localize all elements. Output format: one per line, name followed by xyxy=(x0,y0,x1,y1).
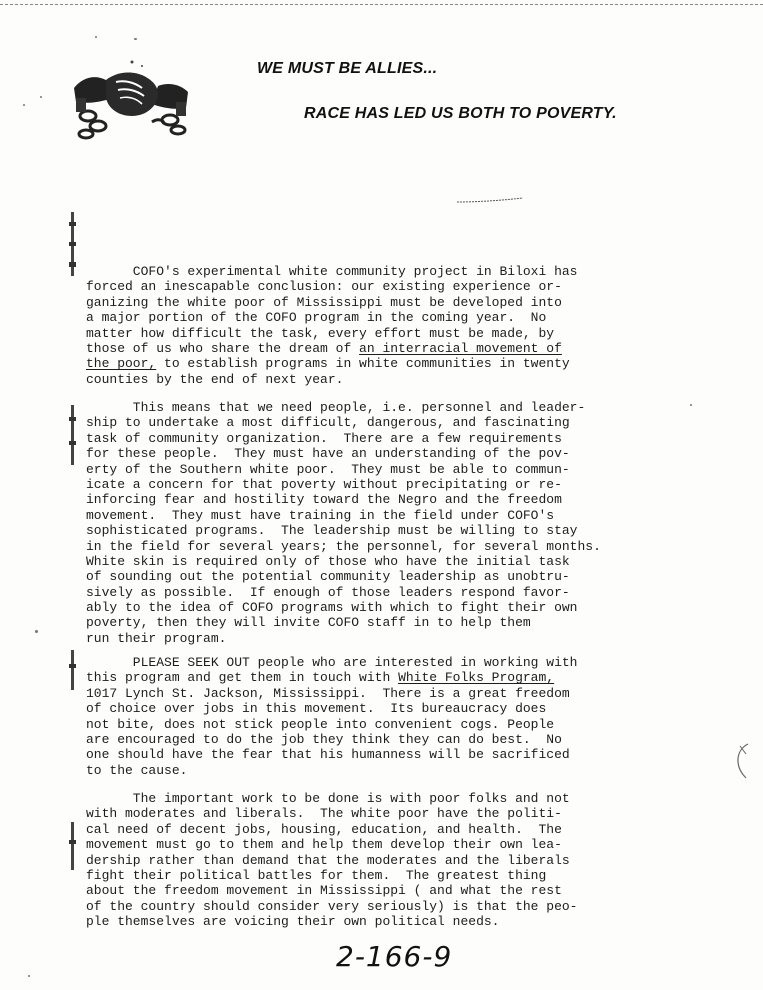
text-line: The important work to be done is with poor folks and not xyxy=(86,791,570,806)
text-line: a major portion of the COFO program in the coming year. No xyxy=(86,310,547,326)
page-top-edge xyxy=(0,4,763,5)
text-line: ganizing the white poor of Mississippi must be developed into xyxy=(86,294,562,310)
handwritten-document-number: 2-166-9 xyxy=(336,940,453,973)
text-line: movement. They must have training in the field under COFO's xyxy=(86,507,555,523)
text-line: not bite, does not stick people into convenient cogs. People xyxy=(86,716,555,732)
text-line: sively as possible. If enough of those leaders respond favor- xyxy=(86,584,570,600)
text-line: task of community organization. There are a few requirements xyxy=(86,430,562,446)
text-line: PLEASE SEEK OUT people who are interested in working with xyxy=(86,655,578,670)
text-line: in the field for several years; the personnel, for several months. xyxy=(86,538,601,554)
text-line: one should have the fear that his humanness will be sacrificed xyxy=(86,747,570,763)
text-line: ship to undertake a most difficult, dangerous, and fascinating xyxy=(86,415,570,431)
text-line: are encouraged to do the job they think they can do best. No xyxy=(86,731,562,747)
text-line: cal need of decent jobs, housing, education, and health. The xyxy=(86,821,562,837)
text-line: about the freedom movement in Mississippi ( and what the rest xyxy=(86,883,562,899)
margin-punch-marks xyxy=(66,405,80,468)
text-line: icate a concern for that poverty without precipitating or re- xyxy=(86,476,562,492)
headline-poverty: RACE HAS LED US BOTH TO POVERTY. xyxy=(304,105,617,122)
text-line: fight their political battles for them. The greatest thing xyxy=(86,867,547,883)
margin-punch-marks xyxy=(66,650,80,693)
scan-speck xyxy=(28,975,30,977)
text-line: ple themselves are voicing their own political needs. xyxy=(86,914,500,930)
text-line: This means that we need people, i.e. personnel and leader- xyxy=(86,400,586,415)
paragraph-4 xyxy=(86,791,686,930)
text-line: this program and get them in touch with White Folks Program, xyxy=(86,670,555,686)
pen-stroke-mark xyxy=(455,196,525,204)
text-line: of the country should consider very seriously) is that the peo- xyxy=(86,898,578,914)
text-line: dership rather than demand that the moderates and the liberals xyxy=(86,852,570,868)
clasped-hands-broken-chain-icon xyxy=(72,58,190,140)
text-line: matter how difficult the task, every effort must be made, by xyxy=(86,325,555,341)
text-line: to the cause. xyxy=(86,762,188,778)
margin-punch-marks xyxy=(66,212,80,279)
paragraph-3 xyxy=(86,655,686,778)
scan-speck xyxy=(134,38,137,40)
text-line: run their program. xyxy=(86,630,227,646)
text-line: the poor, to establish programs in white communities in twenty xyxy=(86,356,570,372)
text-line: White skin is required only of those who have the initial task xyxy=(86,553,570,569)
text-line: sophisticated programs. The leadership must be willing to stay xyxy=(86,523,578,539)
text-line: poverty, then they will invite COFO staff in to help them xyxy=(86,615,531,631)
paragraph-1 xyxy=(86,264,686,387)
text-line: with moderates and liberals. The white poor have the politi- xyxy=(86,806,562,822)
scan-speck xyxy=(690,404,692,406)
text-line: of choice over jobs in this movement. Its bureaucracy does xyxy=(86,701,547,717)
text-line: forced an inescapable conclusion: our existing experience or- xyxy=(86,279,562,295)
margin-pen-mark xyxy=(726,740,756,782)
text-line: movement must go to them and help them develop their own lea- xyxy=(86,837,562,853)
scan-speck xyxy=(35,630,38,633)
text-line: ably to the idea of COFO programs with which to fight their own xyxy=(86,600,578,616)
scan-speck xyxy=(40,96,42,98)
headline-allies: WE MUST BE ALLIES... xyxy=(257,60,438,77)
margin-punch-marks xyxy=(66,822,80,873)
text-line: inforcing fear and hostility toward the Negro and the freedom xyxy=(86,492,562,508)
paragraph-2 xyxy=(86,400,686,646)
text-line: for these people. They must have an understanding of the pov- xyxy=(86,446,570,462)
underlined-phrase: White Folks Program, xyxy=(398,670,555,686)
text-line: of sounding out the potential community leadership as unobtru- xyxy=(86,569,570,585)
underlined-phrase: an interracial movement of xyxy=(359,340,562,356)
text-line: COFO's experimental white community project in Biloxi has xyxy=(86,264,578,279)
text-line: those of us who share the dream of an interracial movement of xyxy=(86,340,562,356)
underlined-phrase: the poor, xyxy=(86,356,157,372)
text-line: counties by the end of next year. xyxy=(86,371,344,387)
text-line: erty of the Southern white poor. They must be able to commun- xyxy=(86,461,570,477)
scan-speck xyxy=(95,36,97,38)
scan-speck xyxy=(23,104,25,106)
text-line: 1017 Lynch St. Jackson, Mississippi. There is a great freedom xyxy=(86,685,570,701)
